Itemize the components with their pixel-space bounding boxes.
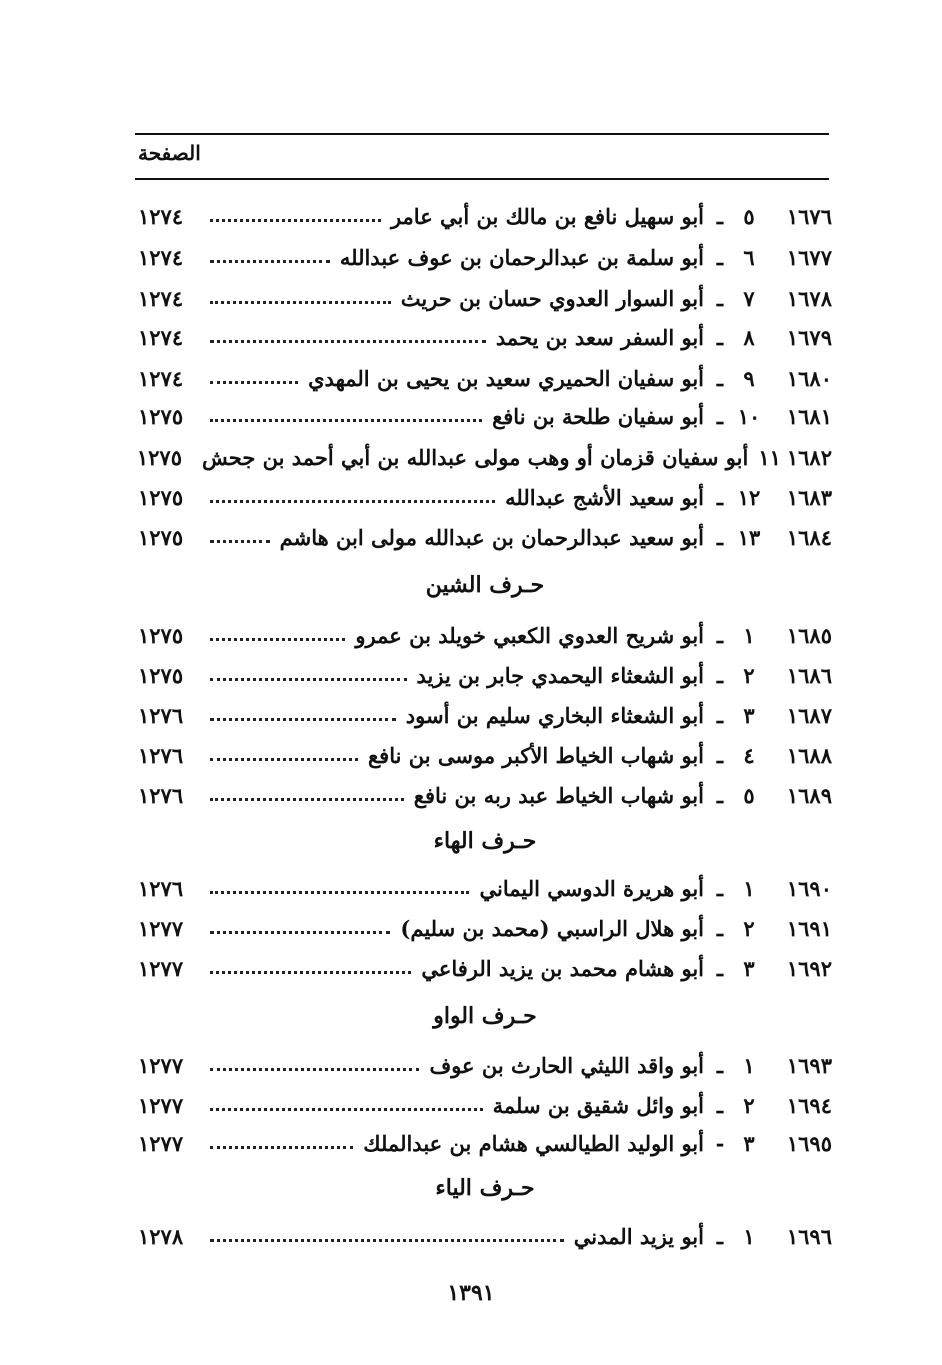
index-entry	[138, 1123, 832, 1163]
top-rule	[135, 133, 829, 135]
entry-dash: ـ	[716, 955, 724, 981]
entry-number: ١٦٨٥	[786, 622, 832, 648]
dot-leader	[210, 301, 391, 304]
index-entry	[138, 735, 832, 775]
section-heading: حـرف الياء	[435, 1175, 535, 1201]
index-entry	[138, 695, 832, 735]
entry-page-ref: ١٢٧٦	[138, 782, 184, 808]
dot-leader	[210, 718, 396, 721]
entry-number: ١٦٨١	[786, 403, 832, 429]
index-entry	[138, 517, 832, 557]
dot-leader	[210, 931, 390, 934]
entry-dash: ـ	[716, 875, 724, 901]
entry-title: أبو شهاب الخياط عبد ربه بن نافع	[413, 782, 704, 808]
entry-dash: ـ	[716, 484, 724, 510]
entry-page-ref: ١٢٧٧	[138, 915, 184, 941]
entry-title: أبو سفيان الحميري سعيد بن يحيى بن المهدي	[308, 365, 704, 391]
entry-number: ١٦٨٧	[786, 702, 832, 728]
page-number: ١٣٩١	[447, 1280, 495, 1306]
entry-dash: ـ	[716, 244, 724, 270]
entry-sub-number: ١١	[758, 444, 781, 470]
index-entry	[138, 237, 832, 277]
entry-sub-number: ٣	[743, 702, 755, 728]
entry-page-ref: ١٢٧٦	[138, 875, 184, 901]
entry-title: أبو هريرة الدوسي اليماني	[479, 875, 704, 901]
entry-title: أبو سفيان قزمان أو وهب مولى عبدالله بن أبي أحمد بن جحش	[202, 444, 749, 470]
entry-sub-number: ١	[743, 622, 755, 648]
entry-number: ١٦٧٦	[786, 203, 832, 229]
dot-leader	[210, 798, 404, 801]
index-entry	[138, 317, 832, 357]
entry-dash: ـ	[716, 324, 724, 350]
entry-sub-number: ١	[743, 1223, 755, 1249]
page-column-header: الصفحة	[138, 141, 201, 165]
entry-dash: ـ	[716, 782, 724, 808]
dot-leader	[210, 1108, 483, 1111]
entry-sub-number: ٨	[743, 324, 755, 350]
entry-sub-number: ١	[743, 875, 755, 901]
entry-page-ref: ١٢٧٤	[138, 285, 184, 311]
entry-dash: -	[715, 1130, 725, 1156]
entry-title: أبو وائل شقيق بن سلمة	[492, 1092, 704, 1118]
entry-sub-number: ٤	[743, 742, 755, 768]
entry-page-ref: ١٢٧٥	[138, 622, 184, 648]
entry-title: أبو واقد الليثي الحارث بن عوف	[429, 1052, 704, 1078]
entry-dash: ـ	[716, 1223, 724, 1249]
dot-leader	[210, 340, 486, 343]
entry-dash: ـ	[716, 915, 724, 941]
entry-title: أبو يزيد المدني	[573, 1223, 704, 1249]
entry-number: ١٦٩٢	[786, 955, 832, 981]
entry-dash: ـ	[716, 622, 724, 648]
entry-title: أبو سهيل نافع بن مالك بن أبي عامر	[390, 203, 704, 229]
index-entry	[138, 775, 832, 815]
dot-leader	[210, 891, 469, 894]
index-entry	[138, 1216, 832, 1256]
entry-page-ref: ١٢٧٦	[138, 742, 184, 768]
entry-page-ref: ١٢٧٦	[138, 702, 184, 728]
dot-leader	[210, 1239, 564, 1242]
entry-sub-number: ١٣	[737, 524, 761, 550]
entry-number: ١٦٨٠	[786, 365, 832, 391]
dot-leader	[210, 1146, 353, 1149]
header-rule	[135, 178, 829, 180]
section-heading: حـرف الواو	[433, 1003, 537, 1029]
entry-page-ref: ١٢٧٥	[138, 484, 184, 510]
dot-leader	[210, 381, 298, 384]
entry-number: ١٦٩٤	[786, 1092, 832, 1118]
index-entry	[138, 358, 832, 398]
entry-sub-number: ١	[743, 1052, 755, 1078]
entry-number: ١٦٨٤	[786, 524, 832, 550]
index-entry	[138, 908, 832, 948]
entry-title: أبو شريح العدوي الكعبي خويلد بن عمرو	[355, 622, 704, 648]
entry-sub-number: ٦	[743, 244, 755, 270]
entry-title: أبو سلمة بن عبدالرحمان بن عوف عبدالله	[339, 244, 704, 270]
entry-sub-number: ١٠	[737, 403, 761, 429]
entry-page-ref: ١٢٧٥	[138, 403, 184, 429]
entry-dash: ـ	[716, 365, 724, 391]
entry-dash: ـ	[716, 203, 724, 229]
entry-sub-number: ٣	[743, 955, 755, 981]
entry-dash: ـ	[716, 285, 724, 311]
entry-page-ref: ١٢٧٤	[138, 203, 184, 229]
entry-dash: ـ	[716, 662, 724, 688]
section-heading: حـرف الشين	[425, 572, 545, 598]
entry-dash: ـ	[716, 702, 724, 728]
dot-leader	[210, 260, 330, 263]
entry-dash: ـ	[716, 403, 724, 429]
entry-page-ref: ١٢٧٧	[138, 1130, 184, 1156]
entry-number: ١٦٧٧	[786, 244, 832, 270]
entry-page-ref: ١٢٧٤	[138, 244, 184, 270]
entry-page-ref: ١٢٧٥	[136, 444, 182, 470]
entry-dash: ـ	[716, 524, 724, 550]
entry-sub-number: ٣	[743, 1130, 755, 1156]
entry-page-ref: ١٢٧٤	[138, 365, 184, 391]
entry-number: ١٦٨٢	[786, 444, 832, 470]
index-entry	[138, 278, 832, 318]
entry-sub-number: ٥	[743, 782, 755, 808]
entry-title: أبو الشعثاء اليحمدي جابر بن يزيد	[416, 662, 704, 688]
entry-title: أبو الشعثاء البخاري سليم بن أسود	[405, 702, 704, 728]
dot-leader	[210, 540, 270, 543]
dot-leader	[210, 219, 381, 222]
dot-leader	[210, 500, 495, 503]
entry-sub-number: ٩	[743, 365, 755, 391]
entry-title: أبو هلال الراسبي (محمد بن سليم)	[400, 915, 704, 941]
entry-page-ref: ١٢٧٥	[138, 662, 184, 688]
entry-dash: ـ	[716, 1092, 724, 1118]
index-entry	[138, 1045, 832, 1085]
dot-leader	[210, 758, 358, 761]
index-entry	[138, 396, 832, 436]
entry-title: أبو الوليد الطيالسي هشام بن عبدالملك	[363, 1130, 704, 1156]
entry-page-ref: ١٢٧٧	[138, 1052, 184, 1078]
index-entry	[138, 477, 832, 517]
entry-number: ١٦٨٦	[786, 662, 832, 688]
index-entry	[138, 1085, 832, 1125]
entry-sub-number: ٢	[743, 662, 755, 688]
entry-title: أبو سعيد الأشج عبدالله	[505, 484, 704, 510]
entry-title: أبو هشام محمد بن يزيد الرفاعي	[421, 955, 704, 981]
entry-number: ١٦٨٨	[786, 742, 832, 768]
index-entry	[138, 868, 832, 908]
entry-number: ١٦٧٨	[786, 285, 832, 311]
entry-sub-number: ٢	[743, 915, 755, 941]
entry-page-ref: ١٢٧٧	[138, 1092, 184, 1118]
section-heading: حـرف الهاء	[433, 828, 537, 854]
dot-leader	[210, 678, 407, 681]
entry-number: ١٦٨٩	[786, 782, 832, 808]
entry-sub-number: ٢	[743, 1092, 755, 1118]
dot-leader	[210, 638, 345, 641]
entry-title: أبو سفيان طلحة بن نافع	[492, 403, 704, 429]
entry-sub-number: ٥	[743, 203, 755, 229]
entry-title: أبو شهاب الخياط الأكبر موسى بن نافع	[368, 742, 704, 768]
entry-sub-number: ٧	[743, 285, 755, 311]
entry-number: ١٦٩٠	[786, 875, 832, 901]
dot-leader	[210, 971, 411, 974]
entry-number: ١٦٩٦	[786, 1223, 832, 1249]
index-entry	[138, 437, 832, 477]
dot-leader	[210, 419, 482, 422]
entry-number: ١٦٩٣	[786, 1052, 832, 1078]
entry-title: أبو سعيد عبدالرحمان بن عبدالله مولى ابن هاشم	[279, 524, 704, 550]
entry-number: ١٦٨٣	[786, 484, 832, 510]
index-entry	[138, 615, 832, 655]
entry-title: أبو السوار العدوي حسان بن حريث	[400, 285, 704, 311]
entry-dash: ـ	[716, 1052, 724, 1078]
entry-sub-number: ١٢	[737, 484, 761, 510]
entry-page-ref: ١٢٧٥	[138, 524, 184, 550]
index-entry	[138, 196, 832, 236]
entry-page-ref: ١٢٧٤	[138, 324, 184, 350]
entry-number: ١٦٧٩	[786, 324, 832, 350]
entry-title: أبو السفر سعد بن يحمد	[495, 324, 704, 350]
entry-dash: ـ	[716, 742, 724, 768]
entry-number: ١٦٩٥	[786, 1130, 832, 1156]
entry-number: ١٦٩١	[786, 915, 832, 941]
dot-leader	[210, 1068, 419, 1071]
entry-page-ref: ١٢٧٧	[138, 955, 184, 981]
index-entry	[138, 655, 832, 695]
index-entry	[138, 948, 832, 988]
entry-page-ref: ١٢٧٨	[138, 1223, 184, 1249]
